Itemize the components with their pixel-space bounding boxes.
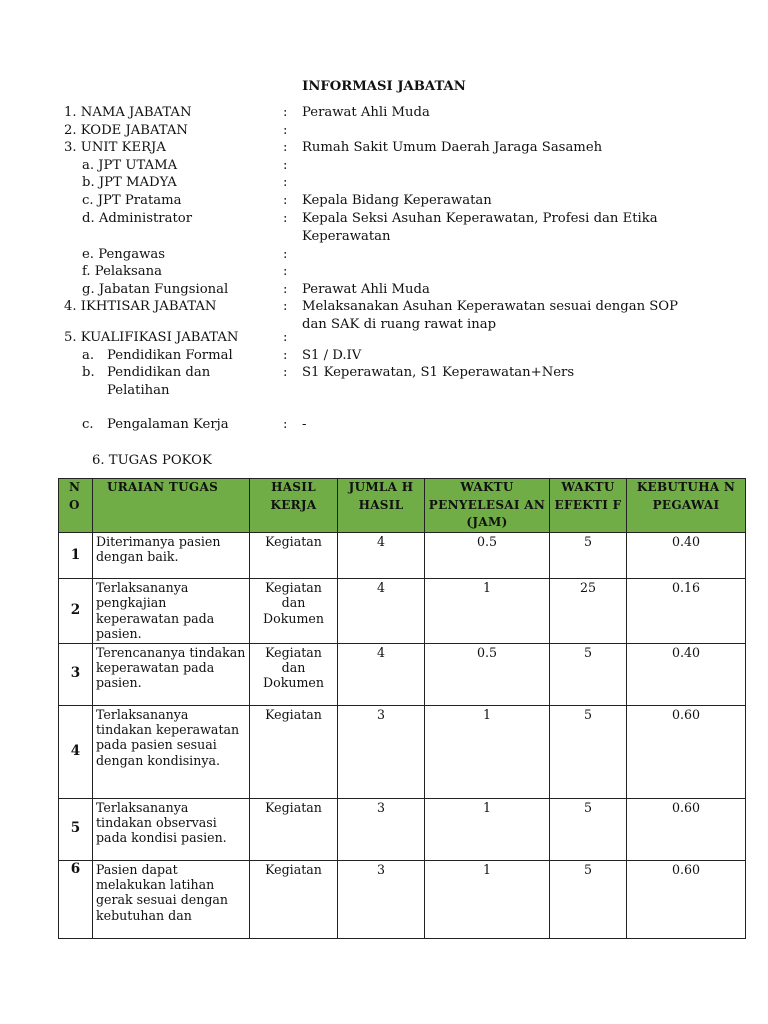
info-value: - bbox=[302, 417, 307, 432]
header-waktu-efektif: WAKTU EFEKTI F bbox=[550, 479, 627, 533]
cell-uraian: Pasien dapat melakukan latihan gerak sesuai dengan kebutuhan dan bbox=[93, 860, 250, 938]
section-heading: 6. TUGAS POKOK bbox=[92, 453, 212, 468]
page-title: INFORMASI JABATAN bbox=[302, 79, 466, 94]
table-row bbox=[59, 798, 746, 860]
cell-hasil: Kegiatan dan Dokumen bbox=[250, 579, 338, 644]
info-label: g. Jabatan Fungsional bbox=[82, 282, 229, 297]
info-value: S1 Keperawatan, S1 Keperawatan+Ners bbox=[302, 365, 575, 380]
info-label: a. bbox=[82, 348, 95, 363]
info-label: c. bbox=[82, 417, 94, 432]
cell-uraian: Terencananya tindakan keperawatan pada pasien. bbox=[93, 643, 250, 705]
info-sublabel: Pengalaman Kerja bbox=[107, 417, 229, 432]
tugas-pokok-table bbox=[58, 478, 746, 939]
cell-hasil: Kegiatan bbox=[250, 860, 338, 938]
cell-efektif: 5 bbox=[550, 705, 627, 798]
cell-no: 1 bbox=[59, 533, 93, 579]
info-label: 4. IKHTISAR JABATAN bbox=[64, 299, 217, 314]
info-colon: : bbox=[283, 140, 288, 155]
cell-jumlah: 3 bbox=[338, 860, 425, 938]
info-colon: : bbox=[283, 175, 288, 190]
info-colon: : bbox=[283, 211, 288, 226]
cell-efektif: 5 bbox=[550, 860, 627, 938]
cell-waktu: 0.5 bbox=[425, 643, 550, 705]
info-label: e. Pengawas bbox=[82, 247, 165, 262]
info-value: S1 / D.IV bbox=[302, 348, 362, 363]
cell-waktu: 0.5 bbox=[425, 533, 550, 579]
info-value: Melaksanakan Asuhan Keperawatan sesuai dengan SOP dan SAK di ruang rawat inap bbox=[302, 299, 678, 332]
cell-efektif: 25 bbox=[550, 579, 627, 644]
cell-jumlah: 3 bbox=[338, 798, 425, 860]
info-label: d. Administrator bbox=[82, 211, 193, 226]
cell-uraian: Terlaksananya tindakan keperawatan pada pasien sesuai dengan kondisinya. bbox=[93, 705, 250, 798]
info-colon: : bbox=[283, 348, 288, 363]
info-label: 2. KODE JABATAN bbox=[64, 123, 188, 138]
cell-kebutuhan: 0.40 bbox=[627, 533, 746, 579]
info-colon: : bbox=[283, 264, 288, 279]
info-value: Kepala Bidang Keperawatan bbox=[302, 193, 492, 208]
cell-uraian: Diterimanya pasien dengan baik. bbox=[93, 533, 250, 579]
cell-kebutuhan: 0.60 bbox=[627, 705, 746, 798]
cell-no: 2 bbox=[59, 579, 93, 644]
info-colon: : bbox=[283, 105, 288, 120]
header-uraian-tugas: URAIAN TUGAS bbox=[93, 479, 250, 533]
table-row bbox=[59, 533, 746, 579]
header-waktu-penyelesaian: WAKTU PENYELESAI AN (JAM) bbox=[425, 479, 550, 533]
cell-hasil: Kegiatan dan Dokumen bbox=[250, 643, 338, 705]
info-value: Rumah Sakit Umum Daerah Jaraga Sasameh bbox=[302, 140, 603, 155]
cell-efektif: 5 bbox=[550, 533, 627, 579]
info-label: f. Pelaksana bbox=[82, 264, 162, 279]
info-colon: : bbox=[283, 282, 288, 297]
header-no: N O bbox=[59, 479, 93, 533]
table-row bbox=[59, 705, 746, 798]
header-hasil-kerja: HASIL KERJA bbox=[250, 479, 338, 533]
table-row bbox=[59, 643, 746, 705]
cell-no: 3 bbox=[59, 643, 93, 705]
info-colon: : bbox=[283, 247, 288, 262]
info-label: 1. NAMA JABATAN bbox=[64, 105, 192, 120]
cell-hasil: Kegiatan bbox=[250, 798, 338, 860]
info-colon: : bbox=[283, 365, 288, 380]
table-header-row bbox=[59, 479, 746, 533]
cell-efektif: 5 bbox=[550, 798, 627, 860]
info-label: 5. KUALIFIKASI JABATAN bbox=[64, 330, 239, 345]
cell-waktu: 1 bbox=[425, 798, 550, 860]
cell-kebutuhan: 0.16 bbox=[627, 579, 746, 644]
cell-no: 4 bbox=[59, 705, 93, 798]
cell-hasil: Kegiatan bbox=[250, 533, 338, 579]
cell-kebutuhan: 0.40 bbox=[627, 643, 746, 705]
cell-uraian: Terlaksananya pengkajian keperawatan pada pasien. bbox=[93, 579, 250, 644]
header-jumlah-hasil: JUMLA H HASIL bbox=[338, 479, 425, 533]
cell-no: 5 bbox=[59, 798, 93, 860]
info-colon: : bbox=[283, 158, 288, 173]
info-value: Perawat Ahli Muda bbox=[302, 105, 430, 120]
info-colon: : bbox=[283, 123, 288, 138]
table-row bbox=[59, 579, 746, 644]
cell-jumlah: 4 bbox=[338, 533, 425, 579]
cell-waktu: 1 bbox=[425, 579, 550, 644]
cell-waktu: 1 bbox=[425, 860, 550, 938]
cell-jumlah: 4 bbox=[338, 579, 425, 644]
cell-jumlah: 4 bbox=[338, 643, 425, 705]
info-colon: : bbox=[283, 193, 288, 208]
info-label: 3. UNIT KERJA bbox=[64, 140, 166, 155]
info-sublabel: Pendidikan dan Pelatihan bbox=[107, 365, 211, 398]
cell-waktu: 1 bbox=[425, 705, 550, 798]
cell-kebutuhan: 0.60 bbox=[627, 860, 746, 938]
info-colon: : bbox=[283, 330, 288, 345]
info-value: Perawat Ahli Muda bbox=[302, 282, 430, 297]
info-label: a. JPT UTAMA bbox=[82, 158, 178, 173]
header-kebutuhan-pegawai: KEBUTUHA N PEGAWAI bbox=[627, 479, 746, 533]
cell-kebutuhan: 0.60 bbox=[627, 798, 746, 860]
info-value: Kepala Seksi Asuhan Keperawatan, Profesi dan Etika Keperawatan bbox=[302, 211, 658, 244]
info-label: b. bbox=[82, 365, 95, 380]
info-sublabel: Pendidikan Formal bbox=[107, 348, 233, 363]
info-label: c. JPT Pratama bbox=[82, 193, 182, 208]
info-colon: : bbox=[283, 299, 288, 314]
table-row bbox=[59, 860, 746, 938]
cell-jumlah: 3 bbox=[338, 705, 425, 798]
info-label: b. JPT MADYA bbox=[82, 175, 177, 190]
cell-no: 6 bbox=[59, 860, 93, 938]
cell-efektif: 5 bbox=[550, 643, 627, 705]
info-colon: : bbox=[283, 417, 288, 432]
cell-hasil: Kegiatan bbox=[250, 705, 338, 798]
cell-uraian: Terlaksananya tindakan observasi pada kondisi pasien. bbox=[93, 798, 250, 860]
